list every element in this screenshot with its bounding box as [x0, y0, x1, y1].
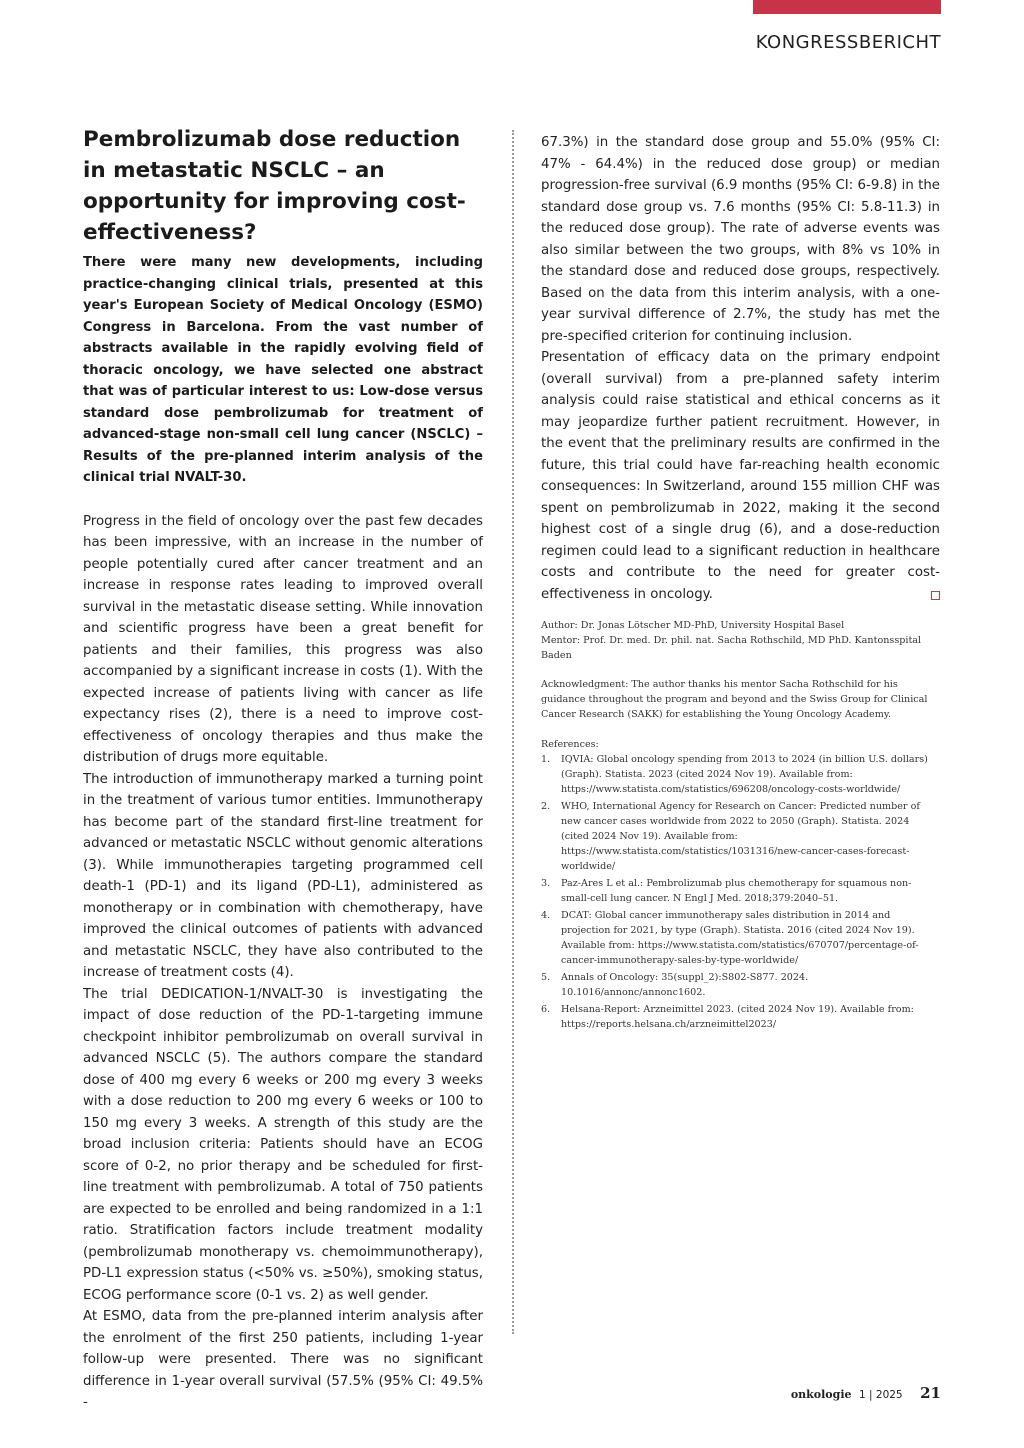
article-title: Pembrolizumab dose reduction in metastatic NSCLC – an opportunity for improving cost-effectiveness?: [83, 127, 466, 245]
journal-name: onkologie: [790, 1388, 852, 1401]
left-column: [83, 124, 483, 1414]
reference-text: Paz-Ares L et al.: Pembrolizumab plus chemotherapy for squamous non-small-cell lung cancer. N Engl J Med. 2018;379:2040–51.: [561, 878, 912, 904]
reference-number: 4.: [541, 910, 551, 921]
reference-item: [541, 970, 940, 1000]
reference-number: 5.: [541, 972, 551, 983]
end-of-article-icon: [931, 591, 940, 600]
reference-text: DCAT: Global cancer immunotherapy sales distribution in 2014 and projection for 2021, by type (Graph). Statista. 2016 (cited 2024 Nov 19). Available from: https://www.statista.com/statistics/670707/percentage-of-cancer-immunotherapy-sales-by-type-worldwide/: [561, 910, 919, 966]
reference-text: WHO, International Agency for Research on Cancer: Predicted number of new cancer cases worldwide from 2022 to 2050 (Graph). Statista. 2024 (cited 2024 Nov 19). Available from: https://www.statista.com/statistics/1031316/new-cancer-cases-forecast-worldwide/: [561, 801, 920, 872]
reference-list: [541, 752, 940, 1032]
header-accent-bar: [753, 0, 941, 14]
body-paragraph: The introduction of immunotherapy marked a turning point in the treatment of various tumor entities. Immunotherapy has become part of the standard first-line treatment for advanced or metastatic NSCLC without genomic alterations (3). While immunotherapies targeting programmed cell death-1 (PD-1) and its ligand (PD-L1), administered as monotherapy or in combination with chemotherapy, have improved the clinical outcomes of patients with advanced and metastatic NSCLC, they have also contributed to the increase of treatment costs (4).: [83, 771, 483, 980]
section-label: KONGRESSBERICHT: [755, 32, 941, 53]
acknowledgment: Acknowledgment: The author thanks his mentor Sacha Rothschild for his guidance throughout the program and beyond and the Swiss Group for Clinical Cancer Research (SAKK) for establishing the Young Oncology Academy.: [541, 679, 928, 720]
right-column: [541, 132, 940, 1034]
reference-number: 2.: [541, 801, 551, 812]
reference-number: 3.: [541, 878, 551, 889]
reference-text: IQVIA: Global oncology spending from 2013 to 2024 (in billion U.S. dollars) (Graph). Statista. 2023 (cited 2024 Nov 19). Available from: https://www.statista.com/statistics/696208/oncology-costs-worldwide/: [561, 754, 928, 795]
left-body: [83, 511, 483, 1414]
column-divider: [512, 130, 514, 1334]
mentor-line: Mentor: Prof. Dr. med. Dr. phil. nat. Sacha Rothschild, MD PhD. Kantonsspital Baden: [541, 635, 922, 661]
author-block: [541, 618, 940, 663]
reference-item: [541, 799, 940, 874]
body-paragraph-text: Presentation of efficacy data on the primary endpoint (overall survival) from a pre-planned safety interim analysis could raise statistical and ethical concerns as it may jeopardize further patient recruitment. However, in the event that the preliminary results are confirmed in the future, this trial could have far-reaching health economic consequences: In Switzerland, around 155 million CHF was spent on pembrolizumab in 2022, making it the second highest cost of a single drug (6), and a dose-reduction regimen could lead to a significant reduction in healthcare costs and contribute to the need for greater cost-effectiveness in oncology.: [541, 350, 940, 602]
issue-number: 1 | 2025: [859, 1389, 903, 1401]
reference-number: 6.: [541, 1004, 551, 1015]
body-paragraph: At ESMO, data from the pre-planned interim analysis after the enrolment of the first 250 patients, including 1-year follow-up were presented. There was no significant difference in 1-year overall survival (57.5% (95% CI: 49.5% -: [83, 1309, 483, 1410]
references-heading: References:: [541, 739, 599, 750]
author-line: Author: Dr. Jonas Lötscher MD-PhD, University Hospital Basel: [541, 620, 845, 631]
right-body: [541, 132, 940, 605]
page-number: 21: [920, 1384, 941, 1402]
page-footer: [791, 1384, 941, 1402]
reference-number: 1.: [541, 754, 551, 765]
article-lead: There were many new developments, including practice-changing clinical trials, presented at this year's European Society of Medical Oncology (ESMO) Congress in Barcelona. From the vast number of abstracts available in the rapidly evolving field of thoracic oncology, we have selected one abstract that was of particular interest to us: Low-dose versus standard dose pembrolizumab for treatment of advanced-stage non-small cell lung cancer (NSCLC) – Results of the pre-planned interim analysis of the clinical trial NVALT-30.: [83, 255, 483, 485]
reference-item: [541, 752, 940, 797]
reference-text: Helsana-Report: Arzneimittel 2023. (cited 2024 Nov 19). Available from: https://reports.helsana.ch/arzneimittel2023/: [561, 1004, 914, 1030]
body-paragraph: 67.3%) in the standard dose group and 55.0% (95% CI: 47% - 64.4%) in the reduced dose group) or median progression-free survival (6.9 months (95% CI: 6-9.8) in the standard dose group vs. 7.6 months (95% CI: 5.8-11.3) in the reduced dose group). The rate of adverse events was also similar between the two groups, with 8% vs 10% in the standard dose and reduced dose groups, respectively. Based on the data from this interim analysis, with a one-year survival difference of 2.7%, the study has met the pre-specified criterion for continuing inclusion.: [541, 135, 940, 344]
reference-item: [541, 876, 940, 906]
references: [541, 737, 940, 1032]
body-paragraph: Progress in the field of oncology over the past few decades has been impressive, with an increase in the number of people potentially cured after cancer treatment and an increase in response rates leading to improved overall survival in the metastatic disease setting. While innovation and scientific progress have been a great benefit for patients and their families, this progress was also accompanied by a significant increase in costs (1). With the expected increase of patients living with cancer as life expectancy rises (2), there is a need to improve cost-effectiveness of oncology therapies and thus make the distribution of drugs more equitable.: [83, 513, 483, 765]
reference-text: Annals of Oncology: 35(suppl_2):S802-S877. 2024. 10.1016/annonc/annonc1602.: [561, 972, 809, 998]
reference-item: [541, 908, 940, 968]
body-paragraph: The trial DEDICATION-1/NVALT-30 is investigating the impact of dose reduction of the PD-1-targeting immune checkpoint inhibitor pembrolizumab on overall survival in advanced NSCLC (5). The authors compare the standard dose of 400 mg every 6 weeks or 200 mg every 3 weeks with a dose reduction to 200 mg every 6 weeks or 100 to 150 mg every 3 weeks. A strength of this study are the broad inclusion criteria: Patients should have an ECOG score of 0-2, no prior therapy and be scheduled for first-line treatment with pembrolizumab. A total of 750 patients are expected to be enrolled and being randomized in a 1:1 ratio. Stratification factors include treatment modality (pembrolizumab monotherapy vs. chemoimmunotherapy), PD-L1 expression status (<50% vs. ≥50%), smoking status, ECOG performance score (0-1 vs. 2) as well gender.: [83, 986, 483, 1303]
body-paragraph-final: [541, 347, 940, 605]
reference-item: [541, 1002, 940, 1032]
